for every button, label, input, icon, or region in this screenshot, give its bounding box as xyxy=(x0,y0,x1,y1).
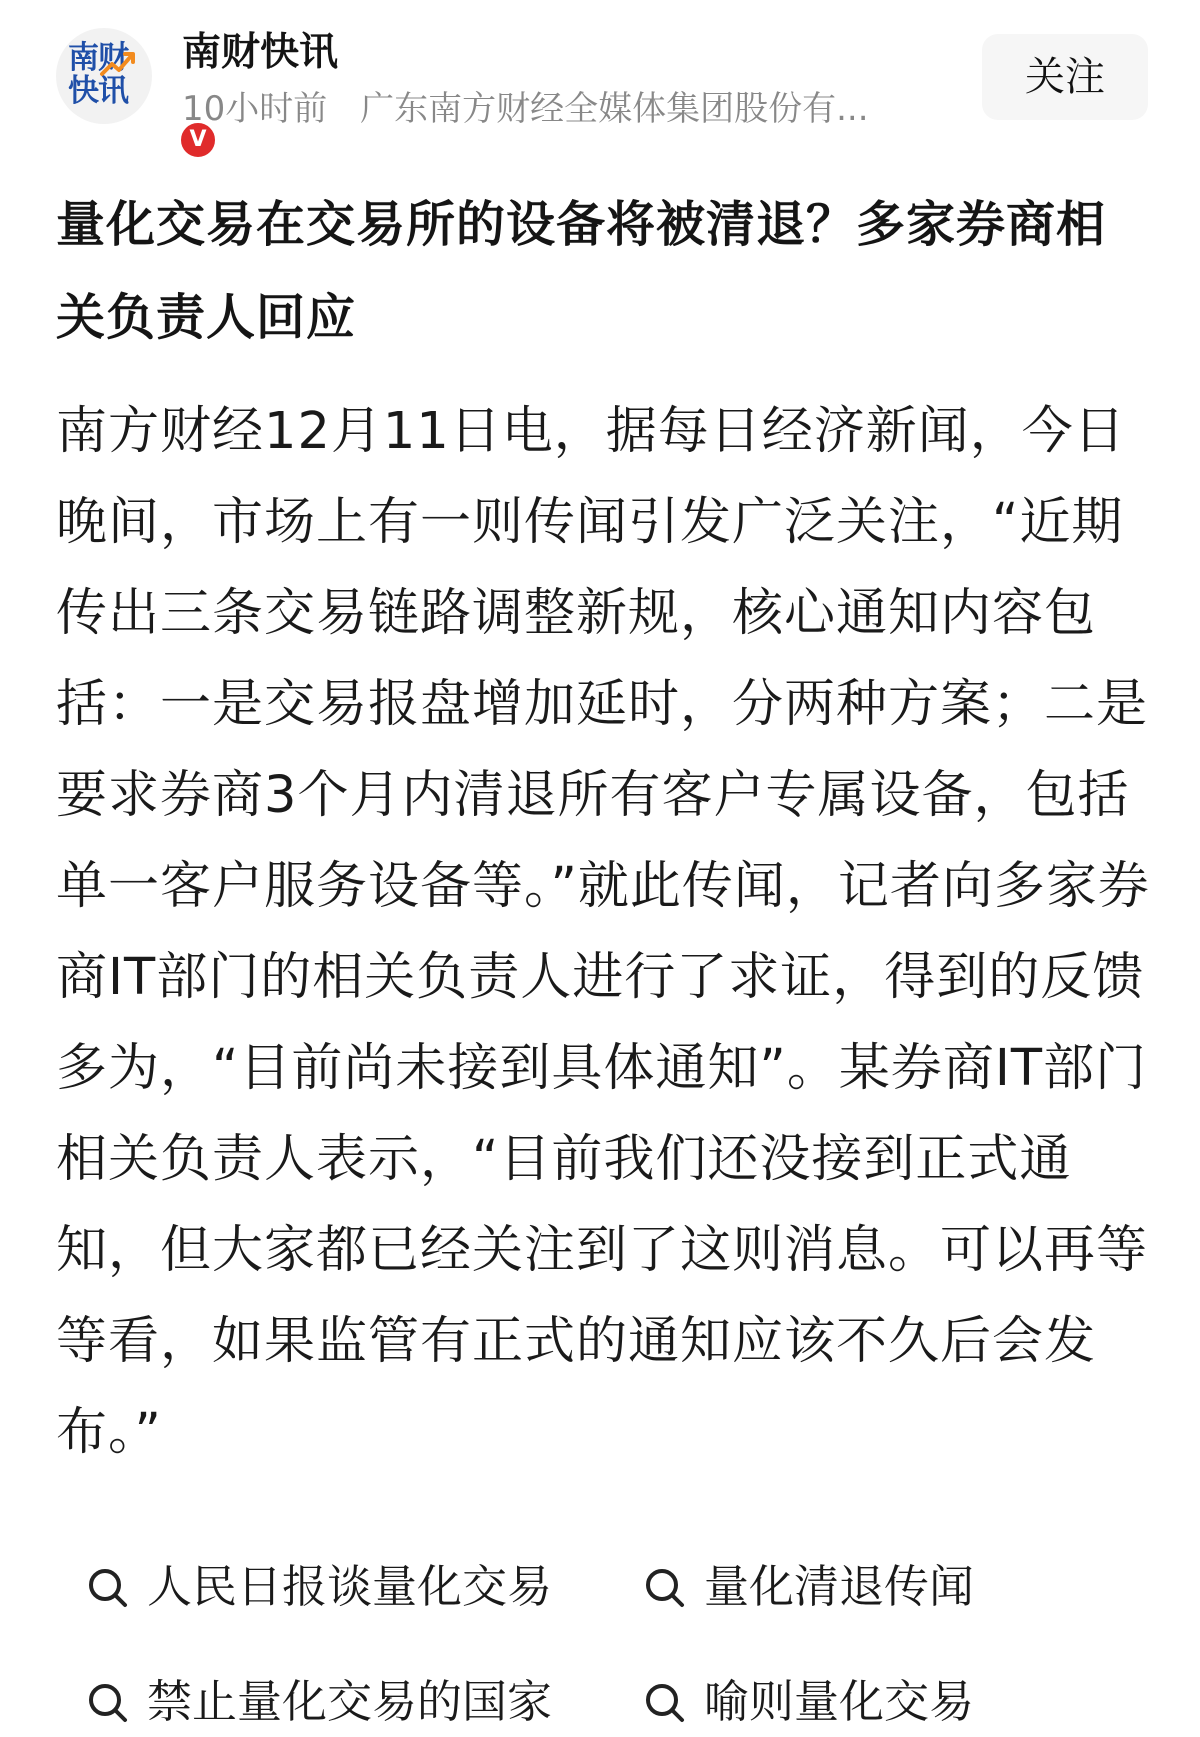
search-icon xyxy=(86,1566,129,1609)
related-search-item[interactable] xyxy=(86,1667,552,1737)
avatar[interactable] xyxy=(56,28,207,152)
article-title: 量化交易在交易所的设备将被清退？多家券商相关负责人回应 xyxy=(56,196,1107,346)
related-search-item[interactable] xyxy=(643,1552,974,1622)
search-icon xyxy=(643,1566,686,1609)
verified-badge: V xyxy=(178,120,218,160)
related-search-label: 量化清退传闻 xyxy=(704,1560,975,1613)
follow-button[interactable]: 关注 xyxy=(982,34,1148,120)
avatar-logo-text: 南财 快讯 xyxy=(68,40,128,109)
article-body: 南方财经12月11日电，据每日经济新闻，今日晚间，市场上有一则传闻引发广泛关注，“近期传出三条交易链路调整新规，核心通知内容包括：一是交易报盘增加延时，分两种方案；二是要求券商3个月内清退所有客户专属设备，包括单一客户服务设备等。”就此传闻，记者向多家券商IT部门的相关负责人进行了求证，得到的反馈多为，“目前尚未接到具体通知”。某券商IT部门相关负责人表示，“目前我们还没接到正式通知，但大家都已经关注到了这则消息。可以再等等看，如果监管有正式的通知应该不久后会发布。” xyxy=(56,402,1150,1462)
article-header xyxy=(0,0,1200,150)
related-search-label: 禁止量化交易的国家 xyxy=(147,1675,553,1728)
post-meta xyxy=(182,88,952,130)
post-source: 广东南方财经全媒体集团股份有... xyxy=(360,89,869,129)
related-search-item[interactable] xyxy=(643,1667,974,1737)
post-time: 10小时前 xyxy=(182,89,328,129)
search-icon xyxy=(86,1681,129,1724)
related-searches xyxy=(0,1510,1200,1728)
author-name[interactable]: 南财快讯 xyxy=(182,30,339,75)
related-search-label: 人民日报谈量化交易 xyxy=(147,1560,553,1613)
related-search-label: 喻则量化交易 xyxy=(704,1675,975,1728)
search-icon xyxy=(643,1681,686,1724)
related-search-item[interactable] xyxy=(86,1552,552,1622)
trend-arrow-icon xyxy=(98,46,138,82)
